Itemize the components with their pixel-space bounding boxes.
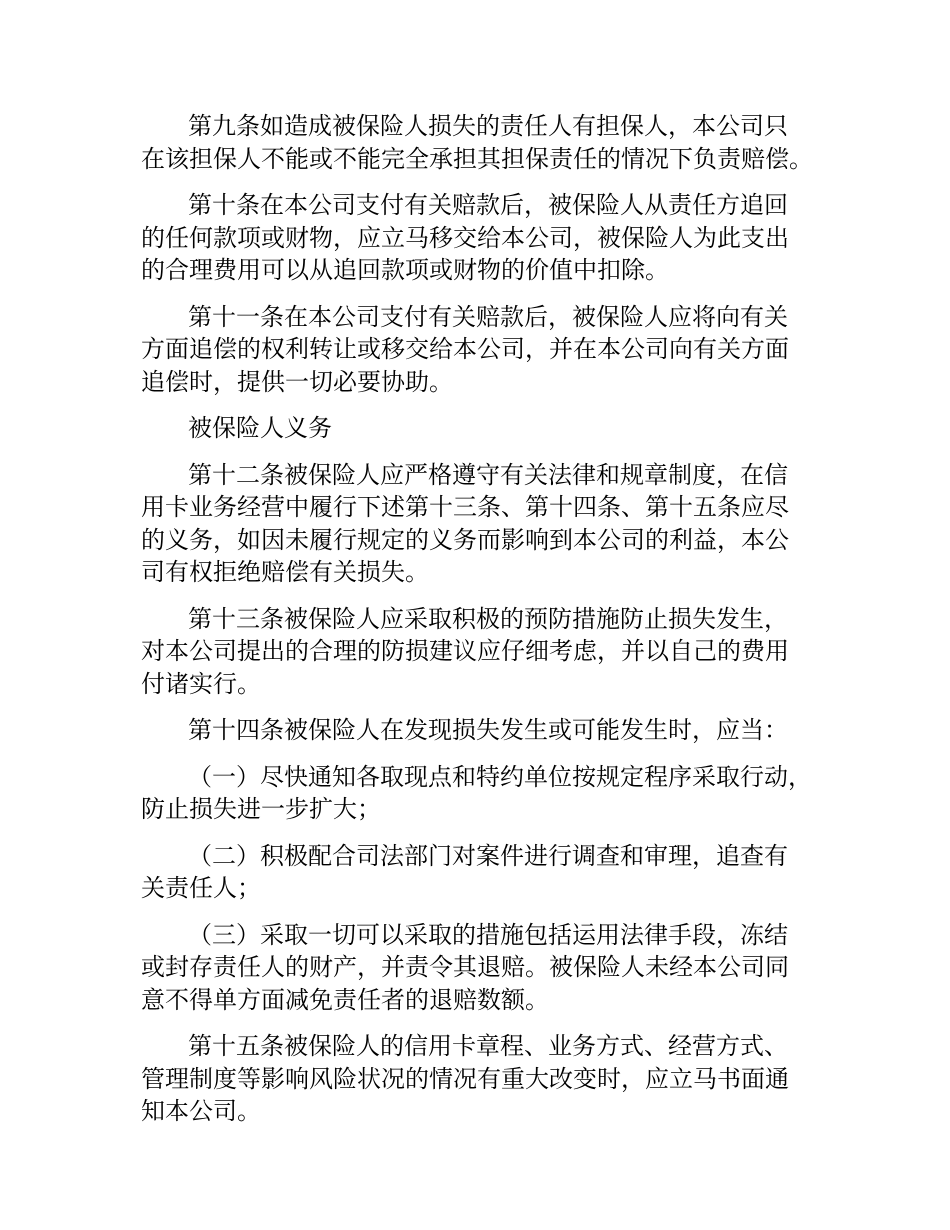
paragraph-line: 管理制度等影响风险状况的情况有重大改变时，应立马书面通 xyxy=(141,1066,789,1093)
paragraph-line: 关责任人； xyxy=(141,876,261,902)
paragraph xyxy=(141,604,841,702)
paragraph-line: 意不得单方面减免责任者的退赔数额。 xyxy=(141,987,549,1014)
paragraph-line: （三）采取一切可以采取的措施包括运用法律手段，冻结 xyxy=(188,922,788,949)
paragraph-line: 第九条如造成被保险人损失的责任人有担保人，本公司只 xyxy=(188,114,788,140)
paragraph-line: 或封存责任人的财产，并责令其退赔。被保险人未经本公司同 xyxy=(141,955,789,981)
paragraph-line: 司有权拒绝赔偿有关损失。 xyxy=(141,560,429,586)
paragraph xyxy=(141,111,841,176)
paragraph-line: 被保险人义务 xyxy=(188,416,332,442)
paragraph-line: 知本公司。 xyxy=(141,1099,261,1125)
paragraph-line: 对本公司提出的合理的防损建议应仔细考虑，并以自己的费用 xyxy=(141,639,789,665)
document-page xyxy=(141,111,841,1143)
paragraph-line: （一）尽快通知各取现点和特约单位按规定程序采取行动， xyxy=(188,764,812,791)
paragraph-line: 第十四条被保险人在发现损失发生或可能发生时，应当： xyxy=(188,718,788,744)
paragraph-line: 第十五条被保险人的信用卡章程、业务方式、经营方式、 xyxy=(188,1034,788,1060)
paragraph-line: 第十三条被保险人应采取积极的预防措施防止损失发生， xyxy=(188,606,788,633)
paragraph-line: 的义务，如因未履行规定的义务而影响到本公司的利益，本公 xyxy=(141,527,789,554)
paragraph-line: 追偿时，提供一切必要协助。 xyxy=(141,369,453,396)
paragraph xyxy=(141,762,841,827)
paragraph xyxy=(141,715,841,748)
paragraph-line: 方面追偿的权利转让或移交给本公司，并在本公司向有关方面 xyxy=(141,337,789,363)
paragraph-line: （二）积极配合司法部门对案件进行调查和审理，追查有 xyxy=(188,843,788,870)
paragraph-line: 第十一条在本公司支付有关赔款后，被保险人应将向有关 xyxy=(188,304,788,331)
paragraph-line: 的合理费用可以从追回款项或财物的价值中扣除。 xyxy=(141,258,669,284)
paragraph-line: 付诸实行。 xyxy=(141,671,261,698)
paragraph-line: 防止损失进一步扩大； xyxy=(141,797,381,823)
paragraph xyxy=(141,920,841,1018)
paragraph xyxy=(141,841,841,906)
paragraph-line: 用卡业务经营中履行下述第十三条、第十四条、第十五条应尽 xyxy=(141,495,789,521)
paragraph-line: 第十二条被保险人应严格遵守有关法律和规章制度，在信 xyxy=(188,462,788,489)
paragraph-line: 在该担保人不能或不能完全承担其担保责任的情况下负责赔偿。 xyxy=(141,146,813,173)
paragraph-line: 第十条在本公司支付有关赔款后，被保险人从责任方追回 xyxy=(188,193,788,219)
paragraph xyxy=(141,460,841,590)
paragraph xyxy=(141,1031,841,1129)
paragraph-line: 的任何款项或财物，应立马移交给本公司，被保险人为此支出 xyxy=(141,225,789,252)
paragraph xyxy=(141,413,841,446)
paragraph xyxy=(141,190,841,288)
paragraph xyxy=(141,302,841,400)
